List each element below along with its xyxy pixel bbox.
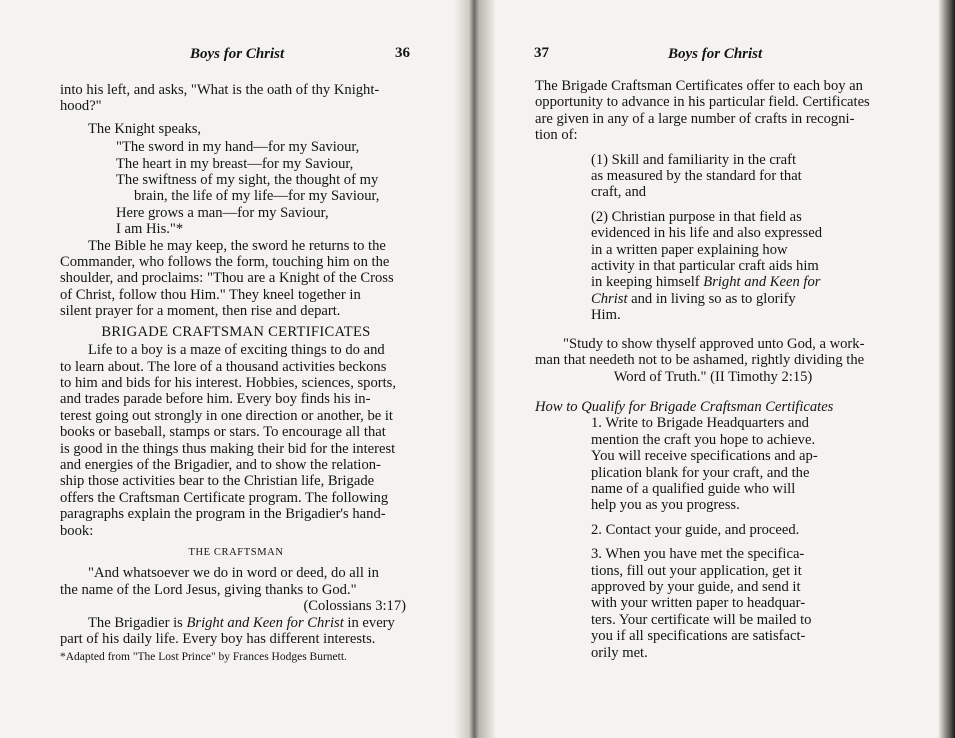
- list-item-line: activity in that particular craft aids him: [591, 258, 819, 275]
- right-page-number: 37: [534, 45, 549, 61]
- list-item-line: help you as you progress.: [591, 497, 740, 514]
- list-item-line: You will receive specifications and ap-: [591, 448, 818, 465]
- list-item-line: 3. When you have met the specifica-: [591, 546, 805, 563]
- text-line: and energies of the Brigadier, and to show the relation-: [60, 456, 381, 473]
- text-line: Life to a boy is a maze of exciting things to do and: [88, 342, 385, 359]
- list-item-line: (2) Christian purpose in that field as: [591, 208, 802, 225]
- section-heading: How to Qualify for Brigade Craftsman Certificates: [535, 398, 834, 415]
- text-line: part of his daily life. Every boy has different interests.: [60, 631, 376, 647]
- section-heading: BRIGADE CRAFTSMAN CERTIFICATES: [101, 323, 371, 340]
- list-item-line: name of a qualified guide who will: [591, 480, 796, 497]
- text-line: terest going out strongly in one direction or another, be it: [60, 407, 393, 424]
- poem-line: brain, the life of my life—for my Saviour,: [134, 188, 380, 205]
- text-line: silent prayer for a moment, then rise and depart.: [60, 303, 341, 320]
- text-line: The Brigade Craftsman Certificates offer to each boy an: [535, 78, 863, 94]
- quote-line: the name of the Lord Jesus, giving thanks to God.": [60, 581, 357, 598]
- list-item-line: ters. Your certificate will be mailed to: [591, 611, 812, 628]
- list-item-line: (1) Skill and familiarity in the craft: [591, 151, 797, 168]
- poem-line: "The sword in my hand—for my Saviour,: [116, 139, 360, 156]
- text-line: offers the Craftsman Certificate program. The following: [60, 489, 389, 506]
- quote-line: "Study to show thyself approved unto God, a work-: [563, 335, 865, 352]
- list-item-line: in a written paper explaining how: [591, 241, 788, 258]
- book-gutter: [455, 0, 495, 738]
- text-line: The Brigadier is Bright and Keen for Christ in every: [88, 614, 395, 631]
- list-item-line: Christ and in living so as to glorify: [591, 290, 796, 307]
- text-line: shoulder, and proclaims: "Thou are a Knight of the Cross: [60, 270, 394, 287]
- left-running-head: Boys for Christ: [190, 46, 285, 62]
- text-line: of Christ, follow thou Him." They kneel together in: [60, 286, 361, 303]
- poem-line: The swiftness of my sight, the thought of my: [116, 172, 379, 189]
- text-line: opportunity to advance in his particular field. Certificates: [535, 94, 870, 111]
- page-edge-right: [938, 0, 955, 738]
- text-line: and trades parade before him. Every boy finds his in-: [60, 391, 371, 408]
- list-item-line: 1. Write to Brigade Headquarters and: [591, 415, 809, 432]
- poem-line: The heart in my breast—for my Saviour,: [116, 155, 354, 172]
- sub-heading: THE CRAFTSMAN: [188, 546, 284, 558]
- text-line: book:: [60, 522, 94, 539]
- left-text-column: [60, 82, 412, 664]
- quote-line: "And whatsoever we do in word or deed, do all in: [88, 565, 379, 582]
- list-item-line: orily met.: [591, 644, 648, 661]
- text-line: to him and bids for his interest. Hobbies, sciences, sports,: [60, 374, 397, 391]
- quote-line: man that needeth not to be ashamed, rightly dividing the: [535, 352, 865, 369]
- poem-line: Here grows a man—for my Saviour,: [116, 204, 329, 221]
- text-line: ship those activities bear to the Christian life, Brigade: [60, 473, 375, 490]
- list-item-line: in keeping himself Bright and Keen for: [591, 274, 821, 291]
- text-line: paragraphs explain the program in the Brigadier's hand-: [60, 506, 386, 523]
- left-page-number: 36: [395, 45, 410, 61]
- list-item-line: you if all specifications are satisfact-: [591, 628, 806, 645]
- quote-reference: (Colossians 3:17): [303, 598, 406, 615]
- right-text-column: [535, 78, 891, 661]
- list-item-line: Him.: [591, 307, 621, 324]
- quote-line: Word of Truth." (II Timothy 2:15): [613, 368, 813, 385]
- list-item-line: 2. Contact your guide, and proceed.: [591, 521, 800, 538]
- text-line: tion of:: [535, 127, 578, 144]
- left-page: [0, 0, 470, 738]
- text-line: The Bible he may keep, the sword he returns to the: [88, 237, 386, 254]
- footnote: *Adapted from "The Lost Prince" by Frances Hodges Burnett.: [60, 651, 347, 664]
- list-item-line: as measured by the standard for that: [591, 168, 802, 185]
- list-item-line: approved by your guide, and send it: [591, 578, 801, 595]
- text-line: to learn about. The lore of a thousand activities beckons: [60, 358, 387, 375]
- right-running-head: Boys for Christ: [668, 46, 763, 62]
- text-line: books or baseball, stamps or stars. To encourage all that: [60, 424, 386, 441]
- text-line: is good in the things thus making their bid for the interest: [60, 440, 396, 457]
- list-item-line: with your written paper to headquar-: [591, 595, 806, 612]
- list-item-line: craft, and: [591, 184, 647, 201]
- list-item-line: evidenced in his life and also expressed: [591, 225, 822, 242]
- list-item-line: tions, fill out your application, get it: [591, 562, 802, 579]
- poem-line: I am His."*: [116, 221, 184, 238]
- list-item-line: plication blank for your craft, and the: [591, 464, 810, 481]
- list-item-line: mention the craft you hope to achieve.: [591, 431, 816, 448]
- text-line: into his left, and asks, "What is the oath of thy Knight-: [60, 82, 380, 98]
- text-line: are given in any of a large number of crafts in recogni-: [535, 110, 855, 127]
- text-line: The Knight speaks,: [88, 120, 202, 137]
- text-line: Commander, who follows the form, touching him on the: [60, 254, 390, 271]
- text-line: hood?": [60, 98, 102, 115]
- right-page: [482, 0, 955, 738]
